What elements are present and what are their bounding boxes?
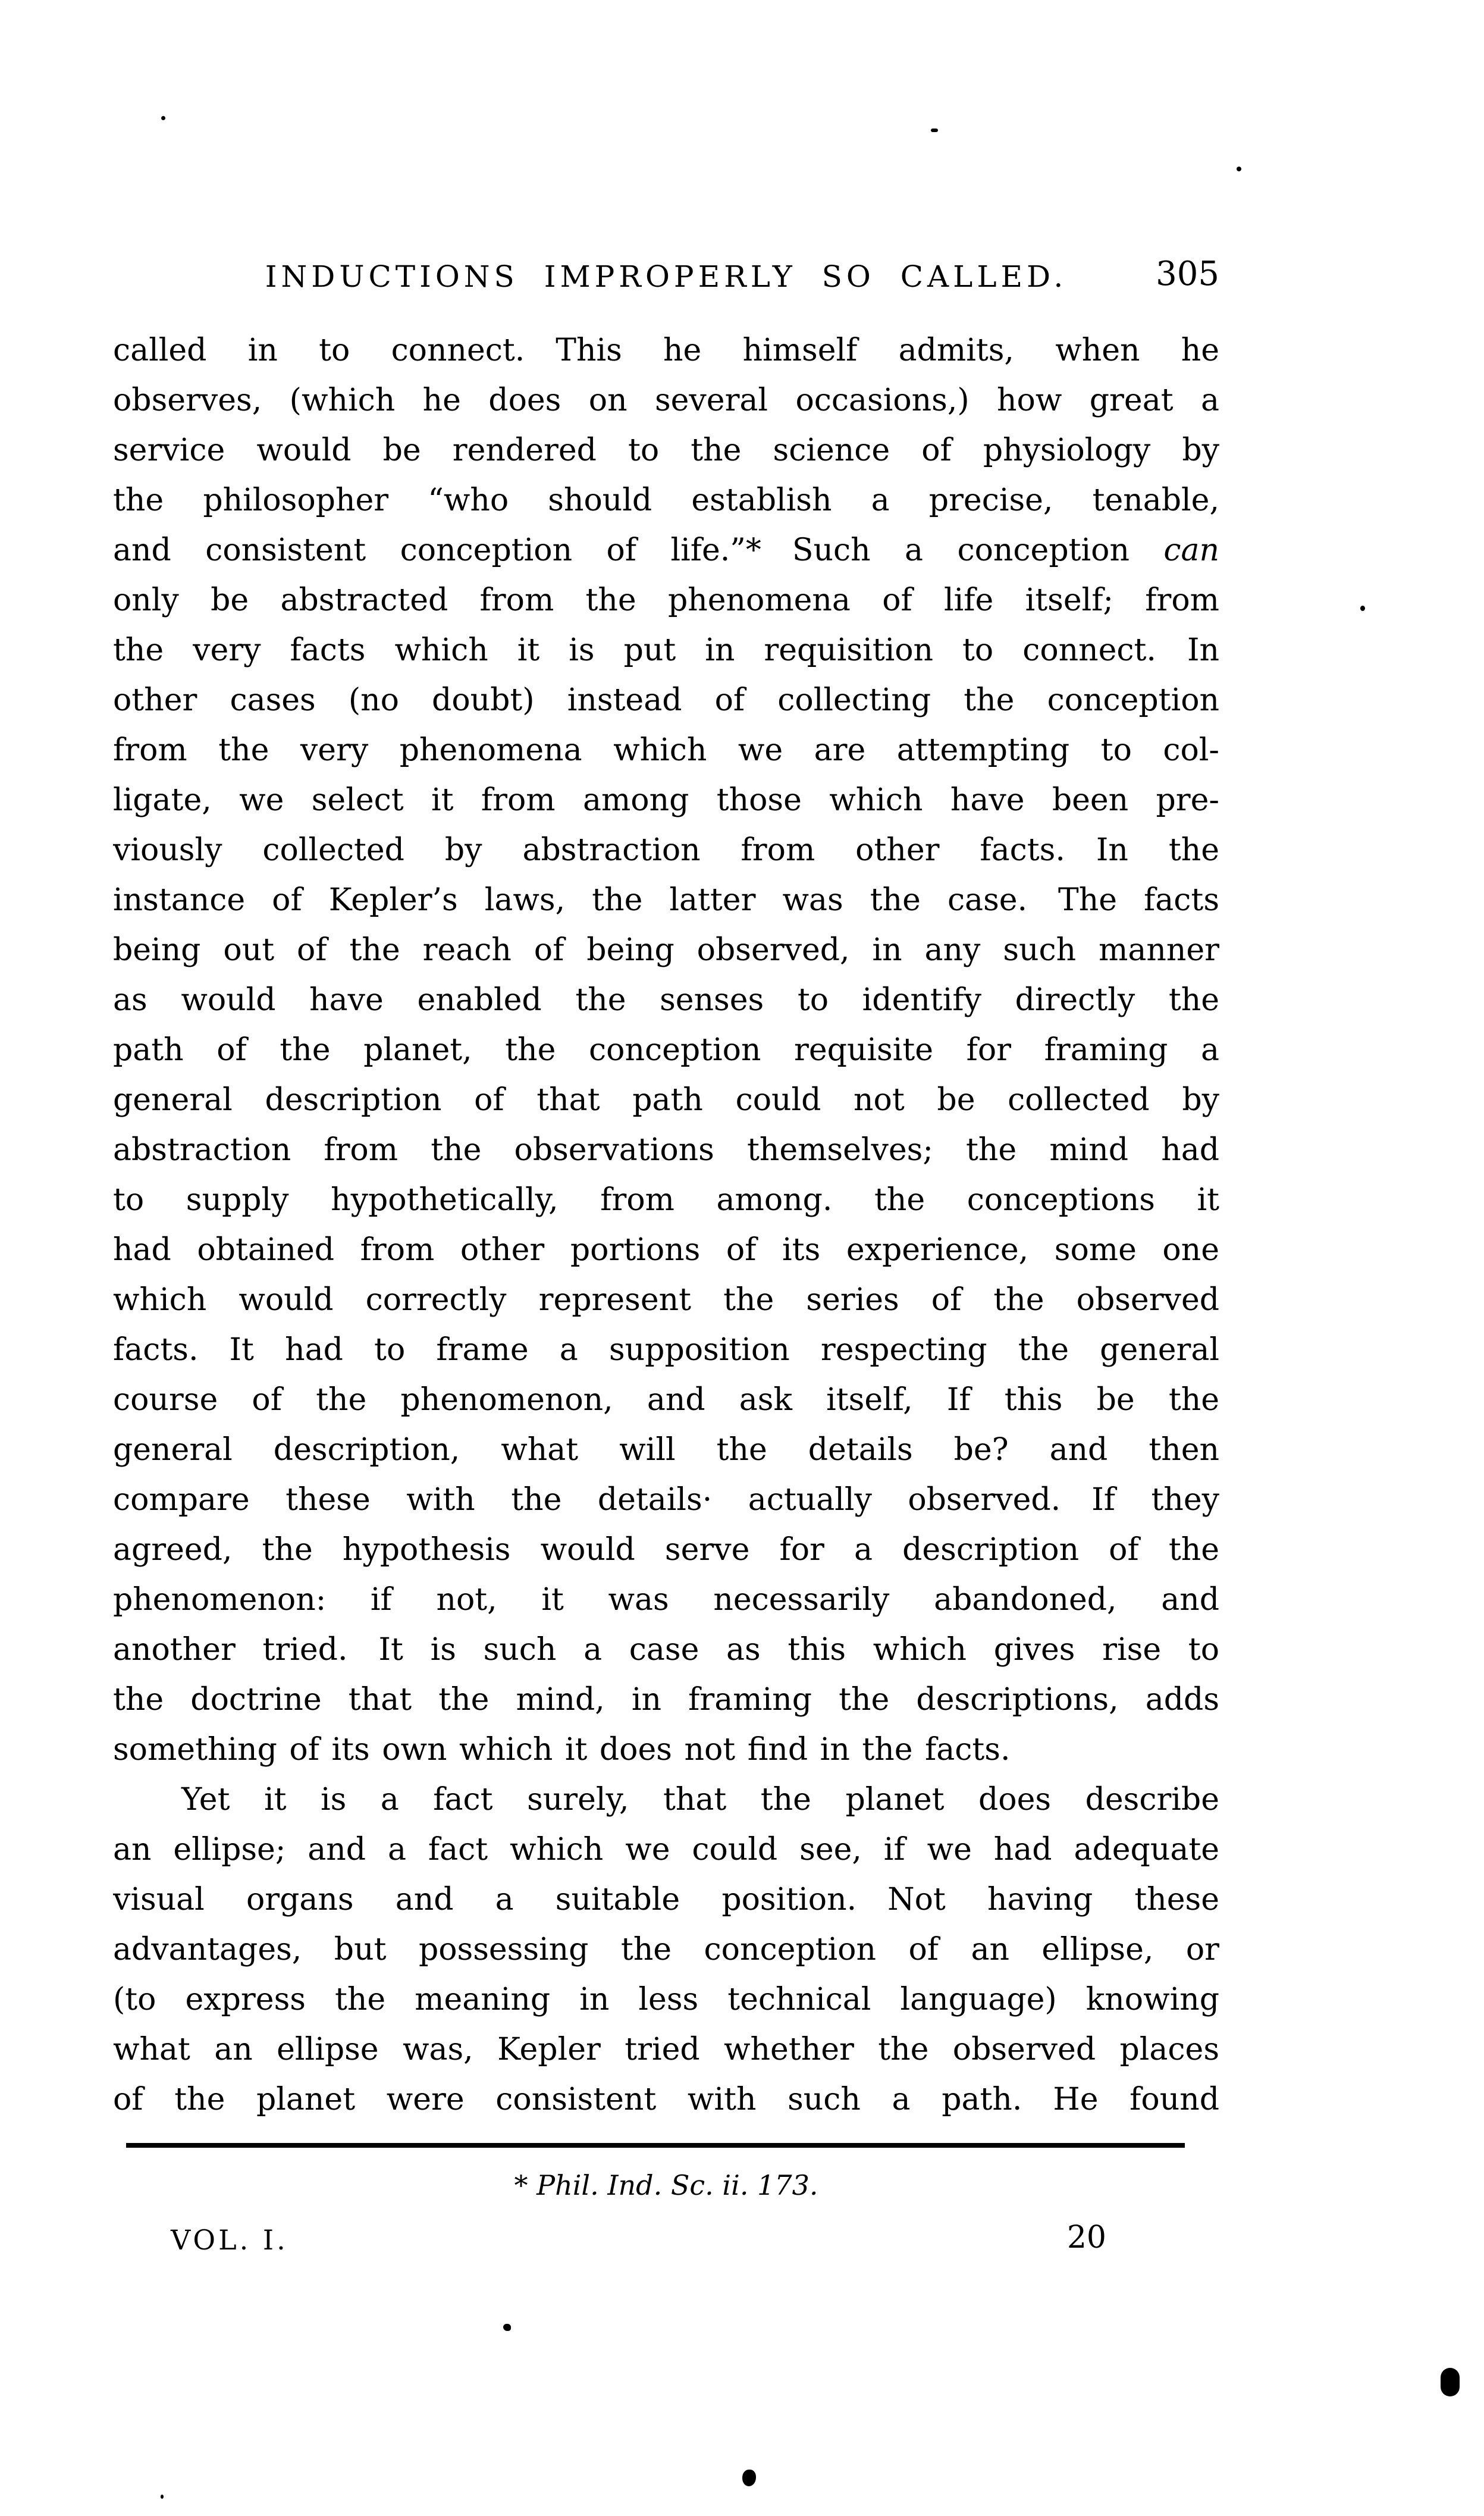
body-text-segment: phenomenon: if not, it was necessarily abandoned, and [113,1582,1219,1618]
body-text-line [113,875,1219,925]
body-text-line [113,475,1219,525]
body-text-segment: instance of Kepler’s laws, the latter was the case. The facts [113,882,1219,918]
body-text-segment: another tried. It is such a case as this which gives rise to [113,1632,1219,1668]
body-text-segment: viously collected by abstraction from other facts. In the [113,832,1219,868]
body-text-segment: abstraction from the observations themselves; the mind had [113,1132,1219,1168]
ink-speck [1360,606,1365,611]
body-text-line [113,1725,1219,1775]
body-text-line [113,425,1219,475]
body-text-line [113,525,1219,575]
footnote-marker: * [514,2169,537,2201]
body-text-segment: from the very phenomena which we are attempting to col- [113,732,1219,768]
body-text-line [113,925,1219,975]
body-text-line [113,825,1219,875]
body-text-segment: what an ellipse was, Kepler tried whether the observed places [113,2032,1219,2067]
body-text-line [113,1175,1219,1225]
ink-speck [161,116,165,120]
ink-speck [931,129,938,132]
volume-label: VOL. I. [171,2224,288,2256]
body-text-line [113,725,1219,775]
body-text-line [113,1025,1219,1075]
ink-speck [1237,167,1241,171]
body-text-line [113,1325,1219,1375]
body-text-line [113,375,1219,425]
body-text-line [113,2075,1219,2125]
body-text-segment: an ellipse; and a fact which we could see, if we had adequate [113,1832,1219,1868]
body-text-segment: which would correctly represent the series of the observed [113,1282,1219,1318]
body-text-line [113,1125,1219,1175]
body-text-line [113,2025,1219,2075]
body-text-segment: being out of the reach of being observed, in any such manner [113,932,1219,968]
body-text-line [113,575,1219,625]
body-text-line [113,1575,1219,1625]
body-text-line [113,975,1219,1025]
footnote-citation: Phil. Ind. Sc. ii. 173. [537,2169,818,2201]
body-text-line [113,1225,1219,1275]
body-text-segment: compare these with the details· actually observed. If they [113,1482,1219,1518]
body-text-segment: general description of that path could not be collected by [113,1082,1219,1118]
body-text-segment: the very facts which it is put in requisition to connect. In [113,632,1219,668]
body-text-segment: only be abstracted from the phenomena of life itself; from [113,582,1219,618]
footnote-rule [126,2143,1185,2148]
body-text-line [113,1825,1219,1875]
body-text-line [113,1275,1219,1325]
body-text-segment: path of the planet, the conception requisite for framing a [113,1032,1219,1068]
body-text-segment: observes, (which he does on several occasions,) how great a [113,383,1219,418]
body-text-segment: the philosopher “who should establish a precise, tenable, [113,482,1219,518]
running-head: INDUCTIONS IMPROPERLY SO CALLED. [265,259,1068,294]
body-text-line [113,1425,1219,1475]
body-text-segment: called in to connect. This he himself admits, when he [113,333,1219,368]
body-text-line [113,1625,1219,1675]
body-text-segment: to supply hypothetically, from among. the conceptions it [113,1182,1219,1218]
body-text-line [113,1975,1219,2025]
body-text-segment: (to express the meaning in less technical language) knowing [113,1982,1219,2017]
body-text [113,325,1219,2125]
body-text-segment: something of its own which it does not find in the facts. [113,1732,1011,1768]
body-text-line [113,1675,1219,1725]
body-text-line [113,625,1219,675]
body-text-segment: general description, what will the details be? and then [113,1432,1219,1468]
ink-speck [161,2495,164,2499]
body-text-line [113,1525,1219,1575]
body-text-line [113,1475,1219,1525]
ink-blob [742,2470,756,2486]
body-text-line [113,1925,1219,1975]
ink-blob [1441,2368,1460,2396]
body-text-line [113,675,1219,725]
body-text-segment: course of the phenomenon, and ask itself, If this be the [113,1382,1219,1418]
body-text-segment: advantages, but possessing the conception of an ellipse, or [113,1932,1219,1967]
body-text-segment: of the planet were consistent with such a path. He found [113,2082,1219,2117]
body-text-line [113,1775,1219,1825]
body-text-italic-segment: can [1163,532,1219,568]
body-text-line [113,1075,1219,1125]
page-number: 305 [1156,255,1219,293]
body-text-segment: ligate, we select it from among those which have been pre- [113,782,1219,818]
body-text-segment: and consistent conception of life.”* Such a conception [113,532,1164,568]
body-text-line [113,325,1219,375]
body-text-line [113,775,1219,825]
body-text-segment: facts. It had to frame a supposition respecting the general [113,1332,1219,1368]
body-text-segment: visual organs and a suitable position. Not having these [113,1882,1219,1917]
body-text-segment: the doctrine that the mind, in framing the descriptions, adds [113,1682,1219,1718]
body-text-segment: service would be rendered to the science of physiology by [113,433,1219,468]
body-text-segment: had obtained from other portions of its experience, some one [113,1232,1219,1268]
ink-speck [503,2324,511,2331]
footnote [113,2169,1219,2201]
body-text-segment: agreed, the hypothesis would serve for a description of the [113,1532,1219,1568]
body-text-segment: as would have enabled the senses to identify directly the [113,982,1219,1018]
body-text-line [113,1375,1219,1425]
body-text-line [113,1875,1219,1925]
body-text-segment: Yet it is a fact surely, that the planet does describe [181,1782,1219,1818]
signature-number: 20 [1066,2220,1106,2255]
body-text-segment: other cases (no doubt) instead of collecting the conception [113,682,1219,718]
